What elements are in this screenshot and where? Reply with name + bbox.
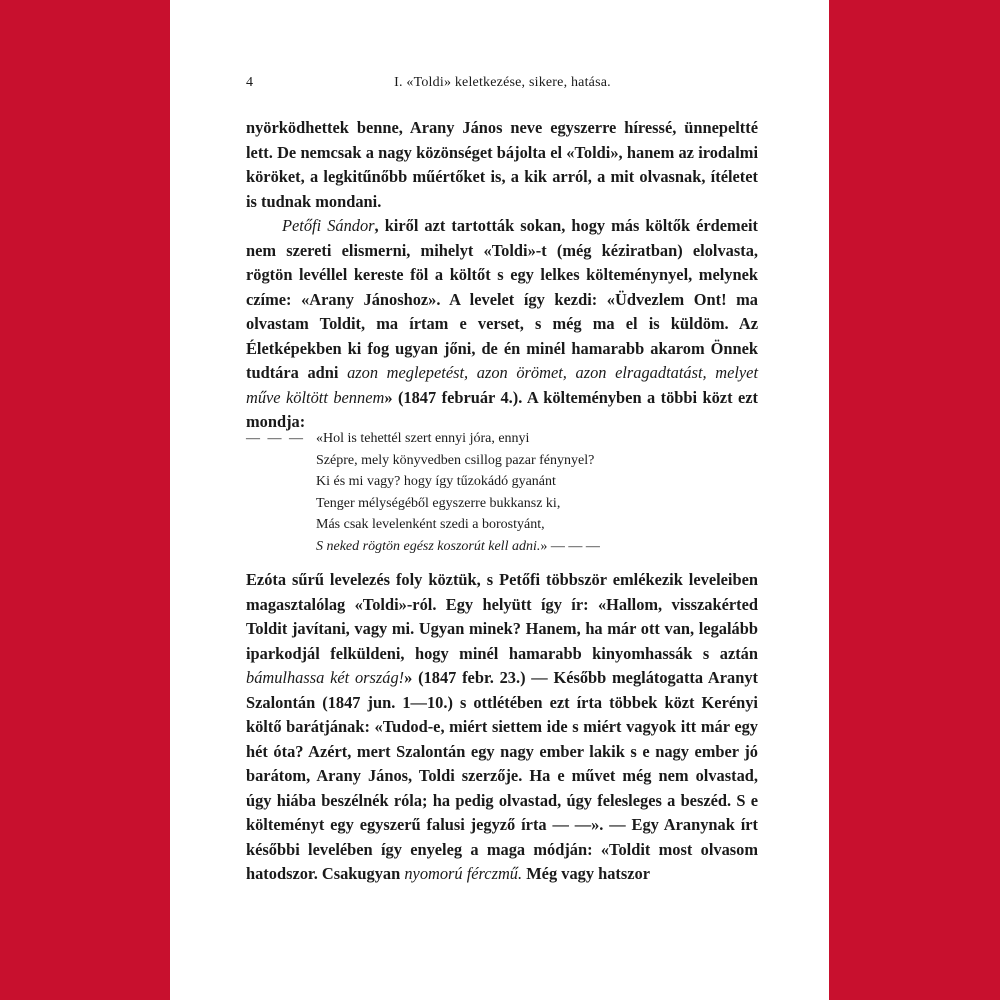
text-run: Szépre, mely könyvedben csillog pazar fénynyel? <box>316 452 595 468</box>
italic-text: nyomorú férczmű. <box>404 864 523 883</box>
body-text-bottom <box>246 568 758 887</box>
italic-text: azon meglepetést, azon örömet, azon elragadtatást, melyet műve költött bennem <box>246 363 759 407</box>
poem-lead-dashes: — — — <box>246 431 305 446</box>
italic-text: bámulhassa két ország! <box>246 668 405 687</box>
poem-line <box>246 428 766 450</box>
text-run: » (1847 február 4.). A költeményben a többi közt ezt mondja: <box>246 387 758 431</box>
poem-line <box>246 536 766 558</box>
page-number: 4 <box>246 75 253 90</box>
text-run: Tenger mélységéből egyszerre bukkansz ki, <box>316 495 561 511</box>
text-run: Más csak levelenként szedi a borostyánt, <box>316 517 545 532</box>
poem-line <box>246 450 766 472</box>
quoted-poem <box>246 428 766 557</box>
text-run: » — — — <box>540 538 600 554</box>
text-run: «Hol is tehettél szert ennyi jóra, ennyi <box>316 431 530 446</box>
poem-line <box>246 471 766 493</box>
paragraph <box>246 214 758 435</box>
text-run: » (1847 febr. 23.) — Később meglátogatta Aranyt Szalontán (1847 jun. 1—10.) s ottlétében ezt írta többek közt Kerényi költő barátjának: «Tudod-e, miért siettem ide s miért vagyok itt már egy hét óta? Azért, mert Szalontán egy nagy ember lakik s e nagy ember jó barátom, Arany János, Toldi szerzője. Ha e művet még nem olvastad, úgy hiába beszélnék róla; ha pedig olvastad, úgy felesleges a beszéd. S e költeményt egy egyszerű falusi jegyző írta — —». — Egy Aranynak írt későbbi levelében így enyeleg a maga módján: «Toldit most olvasom hatodszor. Csakugyan <box>246 668 758 883</box>
italic-text: S neked rögtön egész koszorút kell adni. <box>316 538 541 554</box>
text-run: Ezóta sűrű levelezés foly köztük, s Petőfi többször emlékezik leveleiben magasztalólag «Toldi»-ról. Egy helyütt így ír: «Hallom, visszakérted Toldit javítani, vagy mi. Ugyan minek? Hanem, ha már ott van, legalább iparkodjál felküldeni, hogy minél hamarabb kinyomhassák s aztán <box>246 570 758 663</box>
text-run: nyörködhettek benne, Arany János neve egyszerre híressé, ünnepeltté lett. De nemcsak a nagy közönséget bájolta el «Toldi», hanem az irodalmi köröket, a legkitűnőbb műértőket is, a kik arról, a mit olvasnak, ítéletet is tudnak mondani. <box>246 118 758 211</box>
text-run: Ki és mi vagy? hogy így tűzokádó gyanánt <box>316 474 556 489</box>
text-run: , kiről azt tartották sokan, hogy más költők érdemeit nem szereti elismerni, mihelyt «Toldi»-t (még kéziratban) elolvasta, rögtön levéllel kereste föl a költőt s egy lelkes költeménynyel, melynek czíme: «Arany Jánoshoz». A levelet így kezdi: «Üdvezlem Ont! ma olvastam Toldit, ma írtam e verset, s még ma el is küldöm. Az Életképekben ki fog ugyan jőni, de én minél hamarabb akarom Önnek tudtára adni <box>246 216 758 382</box>
book-page <box>170 0 829 1000</box>
italic-text: Petőfi Sándor <box>282 216 375 235</box>
poem-line <box>246 493 766 515</box>
poem-line <box>246 514 766 536</box>
paragraph <box>246 568 758 887</box>
paragraph <box>246 116 758 214</box>
body-text-top <box>246 116 758 435</box>
text-run: Még vagy hatszor <box>522 864 651 883</box>
running-title: I. «Toldi» keletkezése, sikere, hatása. <box>394 75 611 90</box>
